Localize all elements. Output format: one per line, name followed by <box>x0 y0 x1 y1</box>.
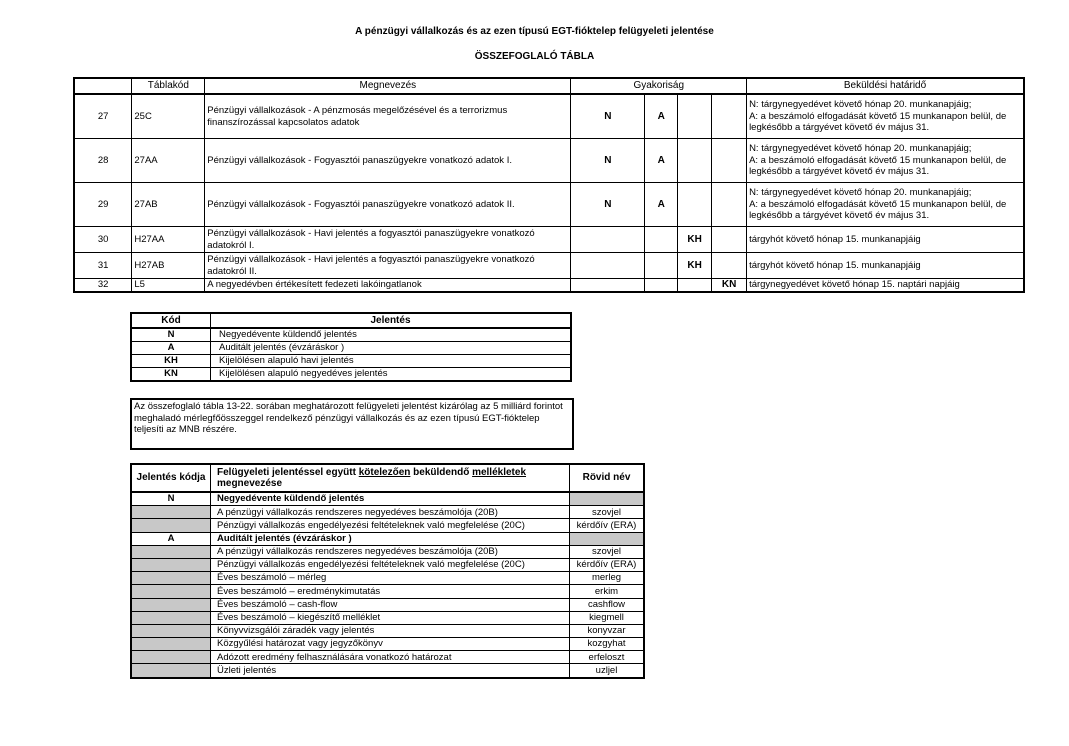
report-name: Pénzügyi vállalkozások - A pénzmosás megelőzésével és a terrorizmus finanszírozással kapcsolatos adatok <box>205 94 571 139</box>
attachment-code-empty <box>131 506 211 519</box>
frequency-cell: N <box>571 183 645 227</box>
frequency-cell: KH <box>678 253 712 279</box>
frequency-cell: A <box>645 94 678 139</box>
deadline-cell <box>747 183 1024 227</box>
attachment-report-code: N <box>131 492 211 506</box>
legend-row <box>131 355 571 368</box>
attachments-table <box>130 463 645 679</box>
att-header-short-name: Rövid név <box>570 464 645 492</box>
report-name: Pénzügyi vállalkozások - Havi jelentés a fogyasztói panaszügyekre vonatkozó adatokról I. <box>205 227 571 253</box>
deadline-line: A: a beszámoló elfogadását követő 15 munkanapon belül, de legkésőbb a tárgyévet követő év május 31. <box>749 198 1007 222</box>
frequency-cell: A <box>645 139 678 183</box>
report-name: Pénzügyi vállalkozások - Havi jelentés a fogyasztói panaszügyekre vonatkozó adatokról II. <box>205 253 571 279</box>
legend-row <box>131 342 571 355</box>
attachment-section-row <box>131 532 644 545</box>
frequency-cell <box>712 94 747 139</box>
header-table-code: Táblakód <box>132 78 205 94</box>
deadline-cell <box>747 253 1024 279</box>
attachment-description: Éves beszámoló – cash-flow <box>211 598 570 611</box>
attachment-row <box>131 611 644 624</box>
legend-code: KN <box>131 368 211 382</box>
attachment-code-empty <box>131 545 211 558</box>
legend-row <box>131 328 571 342</box>
attachment-code-empty <box>131 624 211 637</box>
legend-row <box>131 368 571 382</box>
attachment-row <box>131 664 644 678</box>
attachment-short-name: szovjel <box>570 545 645 558</box>
attachment-code-empty <box>131 519 211 532</box>
table-row <box>74 227 1024 253</box>
attachment-short-name: kozgyhat <box>570 638 645 651</box>
att-header-description: Felügyeleti jelentéssel együtt kötelezően beküldendő mellékletek megnevezése <box>211 464 570 492</box>
note-box: Az összefoglaló tábla 13-22. sorában meghatározott felügyeleti jelentést kizárólag az 5 milliárd forintot meghaladó mérlegfőösszeggel rendelkező pénzügyi vállalkozás és az ezen típusú EGT-fióktelep teljesíti az MNB részére. <box>130 398 574 450</box>
attachment-section-title: Negyedévente küldendő jelentés <box>211 492 570 506</box>
frequency-cell <box>712 227 747 253</box>
table-code: 27AB <box>132 183 205 227</box>
attachment-short-name: kérdőív (ERA) <box>570 558 645 571</box>
attachment-code-empty <box>131 585 211 598</box>
header-deadline: Beküldési határidő <box>747 78 1024 94</box>
table-code: H27AB <box>132 253 205 279</box>
row-number: 29 <box>74 183 132 227</box>
legend-text: Auditált jelentés (évzáráskor ) <box>211 342 572 355</box>
attachment-description: Adózott eredmény felhasználására vonatkozó határozat <box>211 651 570 664</box>
summary-table <box>73 77 1025 293</box>
frequency-cell <box>712 253 747 279</box>
deadline-line: A: a beszámoló elfogadását követő 15 munkanapon belül, de legkésőbb a tárgyévet követő év május 31. <box>749 154 1007 178</box>
table-row <box>74 253 1024 279</box>
attachment-section-title: Auditált jelentés (évzáráskor ) <box>211 532 570 545</box>
attachment-report-code: A <box>131 532 211 545</box>
attachment-row <box>131 598 644 611</box>
frequency-cell <box>712 183 747 227</box>
deadline-line: A: a beszámoló elfogadását követő 15 munkanapon belül, de legkésőbb a tárgyévet követő év május 31. <box>749 110 1007 134</box>
frequency-cell: KN <box>712 279 747 293</box>
attachment-short-name: cashflow <box>570 598 645 611</box>
row-number: 32 <box>74 279 132 293</box>
document-subtitle: ÖSSZEFOGLALÓ TÁBLA <box>474 51 595 62</box>
attachment-row <box>131 585 644 598</box>
attachment-short-name: uzljel <box>570 664 645 678</box>
attachment-description: Éves beszámoló – mérleg <box>211 572 570 585</box>
attachment-code-empty <box>131 572 211 585</box>
frequency-cell: N <box>571 139 645 183</box>
deadline-line: tárgynegyedévet követő hónap 15. naptári napjáig <box>749 279 960 291</box>
deadline-cell <box>747 227 1024 253</box>
attachment-row <box>131 506 644 519</box>
attachment-description: Éves beszámoló – kiegészítő melléklet <box>211 611 570 624</box>
frequency-cell <box>678 139 712 183</box>
deadline-line: N: tárgynegyedévet követő hónap 20. munkanapjáig; <box>749 143 972 155</box>
deadline-line: tárgyhót követő hónap 15. munkanapjáig <box>749 259 921 271</box>
header-frequency: Gyakoriság <box>571 78 747 94</box>
legend-code: KH <box>131 355 211 368</box>
header-name: Megnevezés <box>205 78 571 94</box>
legend-text: Kijelölésen alapuló negyedéves jelentés <box>211 368 572 382</box>
att-header-code: Jelentés kódja <box>131 464 211 492</box>
frequency-cell: A <box>645 183 678 227</box>
attachment-code-empty <box>131 598 211 611</box>
row-number: 30 <box>74 227 132 253</box>
legend-text: Kijelölésen alapuló havi jelentés <box>211 355 572 368</box>
legend-code: A <box>131 342 211 355</box>
report-name: Pénzügyi vállalkozások - Fogyasztói panaszügyekre vonatkozó adatok I. <box>205 139 571 183</box>
attachment-code-empty <box>131 651 211 664</box>
deadline-cell <box>747 139 1024 183</box>
frequency-cell <box>645 279 678 293</box>
attachment-description: Éves beszámoló – eredménykimutatás <box>211 585 570 598</box>
attachment-row <box>131 651 644 664</box>
attachment-description: Üzleti jelentés <box>211 664 570 678</box>
attachment-row <box>131 638 644 651</box>
table-row <box>74 94 1024 139</box>
frequency-cell <box>571 279 645 293</box>
attachment-short-name: szovjel <box>570 506 645 519</box>
table-row <box>74 279 1024 293</box>
frequency-cell <box>645 227 678 253</box>
legend-text: Negyedévente küldendő jelentés <box>211 328 572 342</box>
deadline-cell <box>747 94 1024 139</box>
attachment-description: Pénzügyi vállalkozás engedélyezési feltételeknek való megfelelése (20C) <box>211 519 570 532</box>
attachment-short-name: konyvzar <box>570 624 645 637</box>
deadline-line: N: tárgynegyedévet követő hónap 20. munkanapjáig; <box>749 99 972 111</box>
table-row <box>74 139 1024 183</box>
attachment-row <box>131 519 644 532</box>
frequency-cell: KH <box>678 227 712 253</box>
attachment-section-row <box>131 492 644 506</box>
attachment-short-name <box>570 492 645 506</box>
document-title: A pénzügyi vállalkozás és az ezen típusú EGT-fióktelep felügyeleti jelentése <box>355 26 714 37</box>
attachment-description: Könyvvizsgálói záradék vagy jelentés <box>211 624 570 637</box>
report-name: Pénzügyi vállalkozások - Fogyasztói panaszügyekre vonatkozó adatok II. <box>205 183 571 227</box>
attachment-short-name: kérdőív (ERA) <box>570 519 645 532</box>
row-number: 28 <box>74 139 132 183</box>
attachment-row <box>131 624 644 637</box>
frequency-cell <box>712 139 747 183</box>
row-number: 27 <box>74 94 132 139</box>
deadline-line: N: tárgynegyedévet követő hónap 20. munkanapjáig; <box>749 187 972 199</box>
table-row <box>74 183 1024 227</box>
table-code: L5 <box>132 279 205 293</box>
deadline-line: tárgyhót követő hónap 15. munkanapjáig <box>749 233 921 245</box>
legend-code: N <box>131 328 211 342</box>
attachment-code-empty <box>131 638 211 651</box>
attachment-short-name: erfeloszt <box>570 651 645 664</box>
attachment-short-name: kiegmell <box>570 611 645 624</box>
attachment-code-empty <box>131 664 211 678</box>
table-code: 27AA <box>132 139 205 183</box>
frequency-cell: N <box>571 94 645 139</box>
attachment-short-name: merleg <box>570 572 645 585</box>
table-code: 25C <box>132 94 205 139</box>
attachment-description: Pénzügyi vállalkozás engedélyezési feltételeknek való megfelelése (20C) <box>211 558 570 571</box>
frequency-cell <box>678 279 712 293</box>
frequency-cell <box>571 227 645 253</box>
attachment-short-name: erkim <box>570 585 645 598</box>
deadline-cell <box>747 279 1024 293</box>
frequency-cell <box>678 183 712 227</box>
row-number: 31 <box>74 253 132 279</box>
report-name: A negyedévben értékesített fedezeti lakóingatlanok <box>205 279 571 293</box>
frequency-cell <box>645 253 678 279</box>
attachment-description: A pénzügyi vállalkozás rendszeres negyedéves beszámolója (20B) <box>211 506 570 519</box>
frequency-cell <box>571 253 645 279</box>
attachment-short-name <box>570 532 645 545</box>
attachment-description: Közgyűlési határozat vagy jegyzőkönyv <box>211 638 570 651</box>
frequency-cell <box>678 94 712 139</box>
attachment-code-empty <box>131 611 211 624</box>
table-code: H27AA <box>132 227 205 253</box>
legend-table <box>130 312 572 382</box>
header-row-number <box>74 78 132 94</box>
attachment-description: A pénzügyi vállalkozás rendszeres negyedéves beszámolója (20B) <box>211 545 570 558</box>
legend-header-report: Jelentés <box>211 313 572 328</box>
attachment-row <box>131 572 644 585</box>
attachment-code-empty <box>131 558 211 571</box>
attachment-row <box>131 558 644 571</box>
attachment-row <box>131 545 644 558</box>
legend-header-code: Kód <box>131 313 211 328</box>
